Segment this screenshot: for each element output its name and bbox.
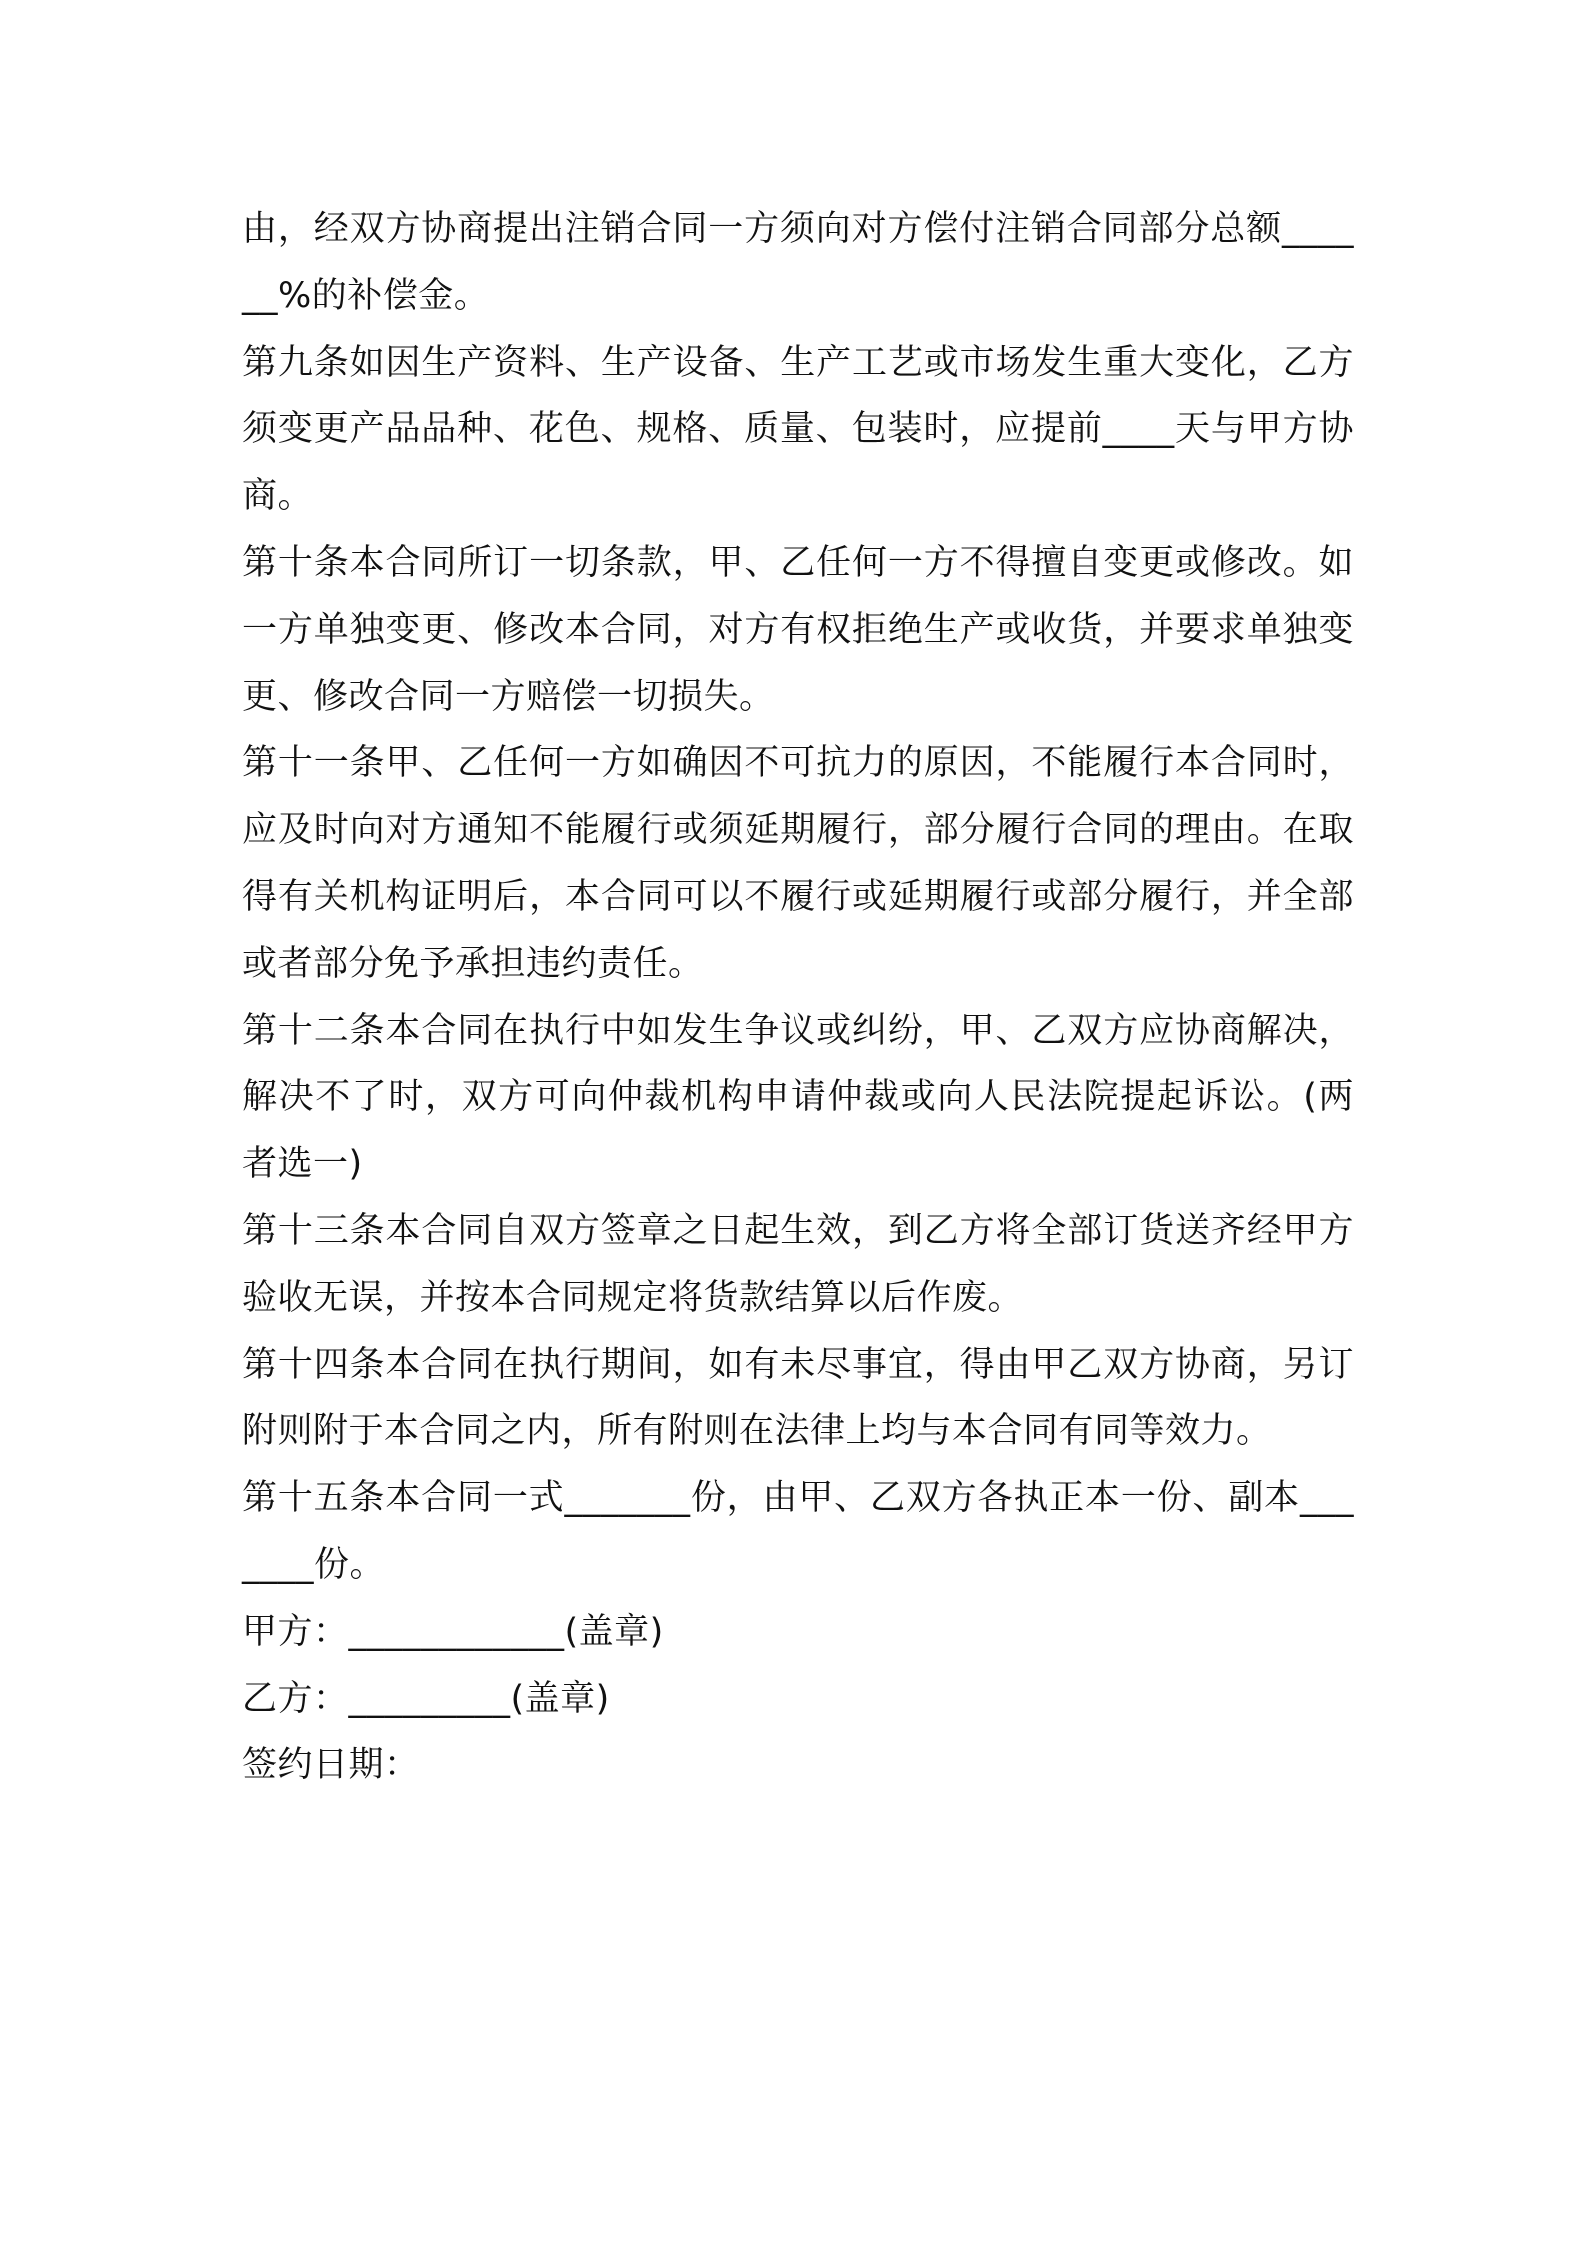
contract-body xyxy=(242,196,1354,1799)
paragraph-article-12: 第十二条本合同在执行中如发生争议或纠纷，甲、乙双方应协商解决，解决不了时，双方可向仲裁机构申请仲裁或向人民法院提起诉讼。(两者选一) xyxy=(242,1010,1354,1185)
paragraph-article-11: 第十一条甲、乙任何一方如确因不可抗力的原因，不能履行本合同时，应及时向对方通知不能履行或须延期履行，部分履行合同的理由。在取得有关机构证明后，本合同可以不履行或延期履行或部分履行，并全部或者部分免予承担违约责任。 xyxy=(242,743,1354,984)
paragraph-article-15: 第十五条本合同一式_______份，由甲、乙双方各执正本一份、副本_______份。 xyxy=(242,1478,1354,1585)
paragraph-article-10: 第十条本合同所订一切条款，甲、乙任何一方不得擅自变更或修改。如一方单独变更、修改本合同，对方有权拒绝生产或收货，并要求单独变更、修改合同一方赔偿一切损失。 xyxy=(242,542,1354,717)
paragraph-article-9: 第九条如因生产资料、生产设备、生产工艺或市场发生重大变化，乙方须变更产品品种、花色、规格、质量、包装时，应提前____天与甲方协商。 xyxy=(242,342,1354,517)
paragraph-article-14: 第十四条本合同在执行期间，如有未尽事宜，得由甲乙双方协商，另订附则附于本合同之内，所有附则在法律上均与本合同有同等效力。 xyxy=(242,1344,1354,1452)
party-a-signature-line: 甲方：____________(盖章) xyxy=(242,1611,664,1652)
paragraph-compensation-clause: 由，经双方协商提出注销合同一方须向对方偿付注销合同部分总额______%的补偿金。 xyxy=(242,209,1354,316)
paragraph-article-13: 第十三条本合同自双方签章之日起生效，到乙方将全部订货送齐经甲方验收无误，并按本合同规定将货款结算以后作废。 xyxy=(242,1210,1354,1318)
signing-date-line: 签约日期： xyxy=(242,1745,420,1786)
party-b-signature-line: 乙方：_________(盖章) xyxy=(242,1678,610,1719)
